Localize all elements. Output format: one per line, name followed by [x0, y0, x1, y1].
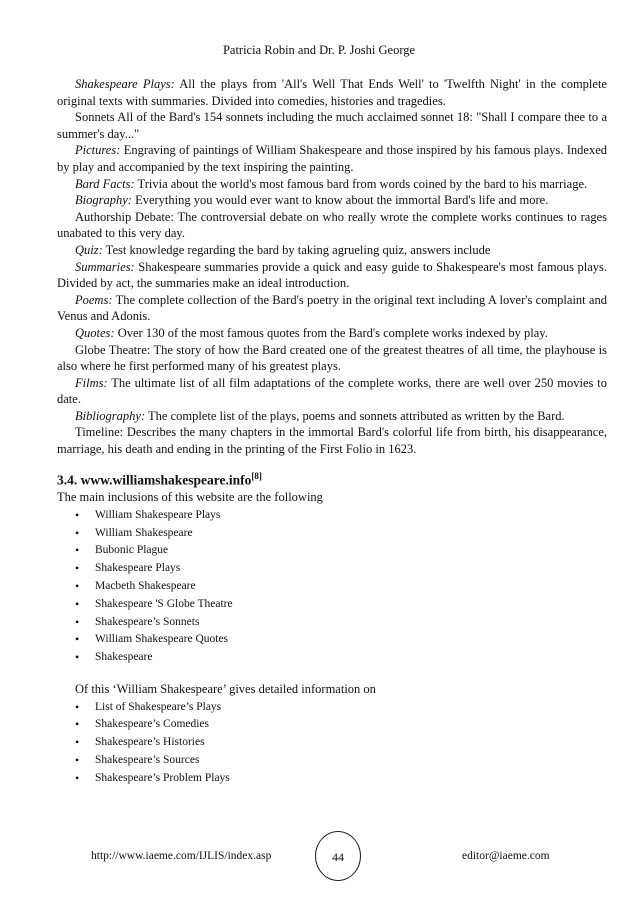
entry-term: Bard Facts: — [75, 176, 135, 191]
entry-term: Globe Theatre: — [75, 342, 151, 357]
resource-entry — [57, 408, 607, 425]
citation-marker: [8] — [251, 470, 262, 481]
entry-term: Summaries: — [75, 259, 135, 274]
list-item-label: Bubonic Plague — [95, 544, 169, 557]
bullet-icon: • — [75, 735, 80, 750]
list-item — [75, 578, 607, 596]
list-item — [75, 596, 607, 614]
detailed-info-list — [57, 699, 607, 788]
bullet-icon: • — [75, 632, 80, 647]
sub-intro: Of this ‘William Shakespeare’ gives detailed information on — [75, 681, 376, 696]
entry-term: Sonnets — [75, 110, 115, 125]
resource-entry — [57, 109, 607, 142]
entry-term: Shakespeare Plays: — [75, 77, 175, 91]
entry-description: Engraving of paintings of William Shakespeare and those inspired by his famous plays. Indexed by play and accompanied by the text inspiring the painting. — [57, 143, 607, 174]
entry-term: Quiz: — [75, 242, 103, 257]
list-item — [75, 699, 607, 717]
footer-url-link[interactable]: http://www.iaeme.com/IJLIS/index.asp — [91, 850, 272, 862]
bullet-icon: • — [75, 699, 80, 714]
list-item-label: William Shakespeare — [95, 526, 193, 539]
list-item — [75, 752, 607, 770]
resource-entry — [57, 259, 607, 292]
bullet-icon: • — [75, 717, 80, 732]
list-item — [75, 507, 607, 525]
list-item — [75, 716, 607, 734]
entry-description: The story of how the Bard created one of the greatest theatres of all time, the playhouse is also where he first performed many of his greatest plays. — [57, 342, 607, 374]
section-title: 3.4. www.williamshakespeare.info — [57, 472, 252, 488]
resource-entry — [57, 242, 607, 259]
entry-description: The ultimate list of all film adaptations of the complete works, there are well over 250 movies to date. — [57, 375, 607, 407]
resource-entry — [57, 76, 607, 109]
list-item-label: William Shakespeare Plays — [95, 508, 221, 521]
list-item-label: Shakespeare’s Sources — [95, 753, 200, 766]
entry-term: Poems: — [75, 292, 113, 307]
bullet-icon: • — [75, 650, 80, 665]
bullet-icon: • — [75, 543, 80, 558]
entry-term: Biography: — [75, 193, 132, 208]
resource-entry — [57, 192, 607, 209]
resource-entry — [57, 209, 607, 242]
list-item-label: Macbeth Shakespeare — [95, 579, 196, 592]
list-item-label: Shakespeare — [95, 651, 153, 664]
footer-email-link[interactable]: editor@iaeme.com — [462, 850, 550, 862]
list-item-label: Shakespeare’s Histories — [95, 736, 205, 749]
list-item-label: Shakespeare’s Sonnets — [95, 615, 200, 628]
bullet-icon: • — [75, 614, 80, 629]
entry-description: Everything you would ever want to know about the immortal Bard's life and more. — [131, 193, 549, 208]
list-item-label: Shakespeare’s Comedies — [95, 718, 210, 731]
entry-term: Authorship Debate: — [75, 209, 174, 224]
bullet-icon: • — [75, 507, 80, 522]
resource-entry — [57, 424, 607, 457]
resource-entry — [57, 375, 607, 408]
bullet-icon: • — [75, 596, 80, 611]
resource-entry — [57, 292, 607, 325]
section-heading — [57, 468, 607, 489]
bullet-icon: • — [75, 770, 80, 785]
bullet-icon: • — [75, 525, 80, 540]
entry-term: Pictures: — [75, 143, 121, 158]
list-item-label: List of Shakespeare’s Plays — [95, 700, 222, 713]
entry-term: Quotes: — [75, 325, 115, 340]
list-item — [75, 631, 607, 649]
list-item — [75, 649, 607, 667]
list-item — [75, 542, 607, 560]
entry-term: Films: — [75, 375, 108, 390]
section-intro: The main inclusions of this website are the following — [57, 490, 323, 505]
resource-entry — [57, 142, 607, 175]
entry-description: Test knowledge regarding the bard by taking agrueling quiz, answers include — [102, 242, 491, 257]
list-item — [75, 560, 607, 578]
bullet-icon: • — [75, 578, 80, 593]
resource-entry — [57, 176, 607, 193]
list-item — [75, 525, 607, 543]
page-body — [57, 76, 607, 788]
list-item-label: Shakespeare Plays — [95, 562, 181, 575]
entry-description: Describes the many chapters in the immortal Bard's colorful life from birth, his disappearance, marriage, his death and ending in the printing of the First Folio in 1623. — [57, 425, 607, 457]
entry-description: Over 130 of the most famous quotes from the Bard's complete works indexed by play. — [114, 325, 548, 340]
list-item — [75, 614, 607, 632]
entry-description: The complete list of the plays, poems and sonnets attributed as written by the Bard. — [145, 408, 565, 423]
list-item — [75, 770, 607, 788]
entry-description: The controversial debate on who really wrote the complete works continues to rages unabated to this very day. — [57, 209, 607, 241]
resource-entry — [57, 325, 607, 342]
bullet-icon: • — [75, 561, 80, 576]
list-item — [75, 734, 607, 752]
entry-description: All the plays from 'All's Well That Ends Well' to 'Twelfth Night' in the complete original texts with summaries. Divided into comedies, histories and tragedies. — [57, 77, 607, 108]
entry-description: All of the Bard's 154 sonnets including the much acclaimed sonnet 18: "Shall I compare thee to a summer's day..." — [57, 110, 607, 141]
running-header: Patricia Robin and Dr. P. Joshi George — [222, 43, 416, 57]
entry-description: The complete collection of the Bard's poetry in the original text including A lover's complaint and Venus and Adonis. — [57, 292, 607, 324]
entry-description: Shakespeare summaries provide a quick and easy guide to Shakespeare's most famous plays. Divided by act, the summaries make an ideal introduction. — [57, 259, 607, 291]
entry-description: Trivia about the world's most famous bard from words coined by the bard to his marriage. — [134, 176, 588, 191]
resource-entries — [57, 76, 607, 458]
list-item-label: Shakespeare 'S Globe Theatre — [95, 597, 233, 610]
entry-term: Bibliography: — [75, 408, 146, 423]
resource-entry — [57, 342, 607, 375]
page-number: 44 — [332, 850, 344, 864]
list-item-label: William Shakespeare Quotes — [95, 633, 229, 646]
inclusions-list — [57, 507, 607, 667]
list-item-label: Shakespeare’s Problem Plays — [95, 771, 230, 784]
entry-term: Timeline: — [75, 425, 124, 440]
bullet-icon: • — [75, 752, 80, 767]
